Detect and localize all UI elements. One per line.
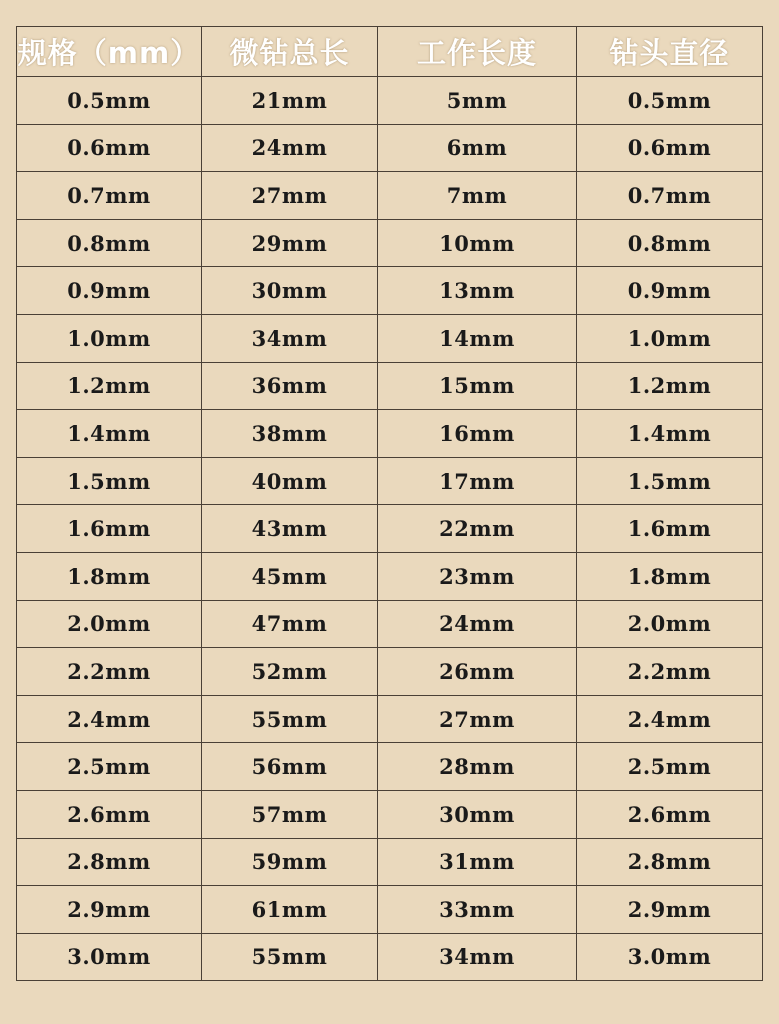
cell-spec: 1.8mm [17,552,202,600]
cell-spec: 2.4mm [17,695,202,743]
table-row [17,362,763,410]
header-working-length: 工作长度 [378,27,577,77]
cell-bit-diameter: 3.0mm [577,933,763,981]
cell-total-length: 55mm [202,695,378,743]
cell-spec: 1.2mm [17,362,202,410]
cell-spec: 1.6mm [17,505,202,553]
table-row [17,410,763,458]
cell-bit-diameter: 2.4mm [577,695,763,743]
cell-bit-diameter: 1.5mm [577,457,763,505]
cell-working-length: 28mm [378,743,577,791]
cell-bit-diameter: 0.8mm [577,219,763,267]
cell-total-length: 24mm [202,124,378,172]
cell-bit-diameter: 2.0mm [577,600,763,648]
cell-working-length: 6mm [378,124,577,172]
cell-bit-diameter: 1.0mm [577,314,763,362]
table-row [17,267,763,315]
cell-bit-diameter: 0.5mm [577,77,763,125]
cell-bit-diameter: 2.5mm [577,743,763,791]
cell-spec: 0.8mm [17,219,202,267]
cell-total-length: 55mm [202,933,378,981]
table-header [17,27,763,77]
table-row [17,648,763,696]
cell-total-length: 29mm [202,219,378,267]
cell-spec: 1.0mm [17,314,202,362]
cell-bit-diameter: 1.8mm [577,552,763,600]
cell-spec: 1.4mm [17,410,202,458]
cell-bit-diameter: 2.8mm [577,838,763,886]
table-row [17,505,763,553]
cell-working-length: 24mm [378,600,577,648]
table-row [17,314,763,362]
cell-working-length: 26mm [378,648,577,696]
cell-total-length: 38mm [202,410,378,458]
cell-bit-diameter: 1.6mm [577,505,763,553]
header-total-length: 微钻总长 [202,27,378,77]
drill-spec-table [16,26,763,981]
cell-working-length: 17mm [378,457,577,505]
cell-total-length: 57mm [202,790,378,838]
cell-working-length: 31mm [378,838,577,886]
cell-total-length: 61mm [202,886,378,934]
table-row [17,124,763,172]
cell-working-length: 10mm [378,219,577,267]
cell-spec: 2.8mm [17,838,202,886]
header-row [17,27,763,77]
cell-working-length: 15mm [378,362,577,410]
table-row [17,743,763,791]
cell-working-length: 13mm [378,267,577,315]
cell-spec: 2.9mm [17,886,202,934]
cell-bit-diameter: 0.6mm [577,124,763,172]
header-bit-diameter: 钻头直径 [577,27,763,77]
header-spec: 规格（mm） [17,27,202,77]
cell-working-length: 30mm [378,790,577,838]
cell-total-length: 30mm [202,267,378,315]
cell-total-length: 40mm [202,457,378,505]
cell-bit-diameter: 1.4mm [577,410,763,458]
cell-bit-diameter: 2.2mm [577,648,763,696]
cell-spec: 3.0mm [17,933,202,981]
cell-spec: 1.5mm [17,457,202,505]
table-row [17,695,763,743]
cell-working-length: 16mm [378,410,577,458]
cell-bit-diameter: 0.7mm [577,172,763,220]
table-row [17,600,763,648]
cell-working-length: 23mm [378,552,577,600]
cell-total-length: 56mm [202,743,378,791]
cell-spec: 2.0mm [17,600,202,648]
cell-total-length: 36mm [202,362,378,410]
cell-spec: 0.9mm [17,267,202,315]
table-row [17,172,763,220]
cell-spec: 2.6mm [17,790,202,838]
cell-spec: 2.2mm [17,648,202,696]
cell-spec: 0.5mm [17,77,202,125]
table-row [17,790,763,838]
cell-working-length: 34mm [378,933,577,981]
cell-total-length: 43mm [202,505,378,553]
cell-total-length: 45mm [202,552,378,600]
table-row [17,933,763,981]
cell-working-length: 7mm [378,172,577,220]
cell-spec: 2.5mm [17,743,202,791]
table-row [17,552,763,600]
cell-bit-diameter: 1.2mm [577,362,763,410]
cell-total-length: 52mm [202,648,378,696]
cell-working-length: 22mm [378,505,577,553]
cell-working-length: 5mm [378,77,577,125]
cell-working-length: 27mm [378,695,577,743]
cell-working-length: 33mm [378,886,577,934]
table-row [17,457,763,505]
cell-total-length: 27mm [202,172,378,220]
table-row [17,77,763,125]
cell-total-length: 34mm [202,314,378,362]
table-body [17,77,763,981]
table-row [17,886,763,934]
cell-bit-diameter: 2.6mm [577,790,763,838]
table-row [17,219,763,267]
cell-bit-diameter: 2.9mm [577,886,763,934]
cell-spec: 0.7mm [17,172,202,220]
cell-spec: 0.6mm [17,124,202,172]
cell-total-length: 21mm [202,77,378,125]
cell-bit-diameter: 0.9mm [577,267,763,315]
table-row [17,838,763,886]
cell-total-length: 59mm [202,838,378,886]
cell-working-length: 14mm [378,314,577,362]
cell-total-length: 47mm [202,600,378,648]
